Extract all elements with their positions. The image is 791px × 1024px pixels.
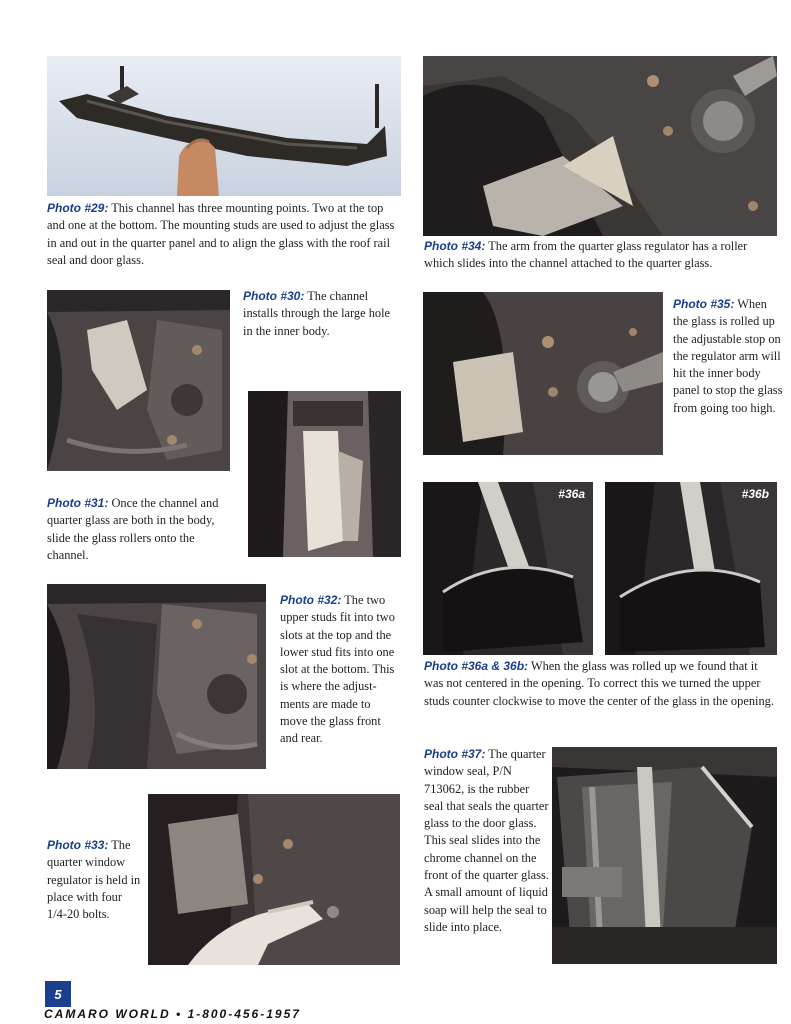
caption-label: Photo #31: bbox=[47, 496, 109, 510]
page-number: 5 bbox=[45, 981, 71, 1007]
footer-text: CAMARO WORLD • 1-800-456-1957 bbox=[44, 1007, 301, 1021]
caption-text: The arm from the quarter glass regulator has a roller which slides into the channel attached to the quarter glass. bbox=[424, 239, 748, 271]
caption-label: Photo #37: bbox=[424, 747, 486, 761]
photo-34 bbox=[423, 56, 777, 236]
photo-35 bbox=[423, 292, 663, 455]
caption-photo-33 bbox=[47, 837, 142, 923]
photo-tag-36b: #36b bbox=[741, 487, 769, 501]
caption-text: The two upper studs fit into two slots at the top and the lower stud fits into one slot at the bottom. This is where the adjust-ments are made to move the glass front and rear. bbox=[280, 593, 395, 746]
part-number: P/N 713062 bbox=[424, 764, 512, 796]
caption-text: The channel installs through the large hole in the inner body. bbox=[243, 289, 391, 338]
photo-37 bbox=[552, 747, 777, 964]
caption-photo-35 bbox=[673, 296, 783, 417]
photo-33 bbox=[148, 794, 400, 965]
caption-photo-32 bbox=[280, 592, 400, 748]
photo-36b bbox=[605, 482, 777, 655]
caption-label: Photo #36a & 36b: bbox=[424, 659, 529, 673]
caption-label: Photo #35: bbox=[673, 297, 735, 311]
caption-text: When the glass is rolled up the adjustable stop on the regulator arm will hit the inner body panel to stop the glass from going too high. bbox=[673, 297, 783, 415]
caption-label: Photo #34: bbox=[424, 239, 486, 253]
caption-label: Photo #32: bbox=[280, 593, 342, 607]
caption-photo-30 bbox=[243, 288, 393, 340]
photo-31 bbox=[248, 391, 401, 557]
photo-32 bbox=[47, 584, 266, 769]
caption-text-before: The quarter window seal, bbox=[424, 747, 546, 779]
caption-label: Photo #29: bbox=[47, 201, 109, 215]
caption-text: This channel has three mounting points. Two at the top and one at the bottom. The mounting studs are used to adjust the glass in and out in the quarter panel and to align the glass with the roof rail seal and door glass. bbox=[47, 201, 395, 267]
caption-text: Once the channel and quarter glass are both in the body, slide the glass rollers onto the channel. bbox=[47, 496, 219, 562]
caption-text-after: , is the rubber seal that seals the quarter glass to the door glass. This seal slides into the chrome channel on the front of the quarter glass. A small amount of liquid soap will help the seal to slide into place. bbox=[424, 781, 549, 934]
caption-label: Photo #30: bbox=[243, 289, 305, 303]
caption-text: When the glass was rolled up we found that it was not centered in the opening. To correct this we turned the upper studs counter clockwise to move the center of the glass in the opening. bbox=[424, 659, 774, 708]
caption-photo-37 bbox=[424, 746, 549, 936]
caption-photo-36 bbox=[424, 658, 780, 710]
photo-36a bbox=[423, 482, 593, 655]
caption-photo-34 bbox=[424, 238, 780, 273]
caption-text: The quarter window regulator is held in place with four 1/4-20 bolts. bbox=[47, 838, 141, 922]
photo-30 bbox=[47, 290, 230, 471]
caption-photo-31 bbox=[47, 495, 232, 564]
caption-photo-29 bbox=[47, 200, 403, 269]
photo-tag-36a: #36a bbox=[558, 487, 585, 501]
photo-29 bbox=[47, 56, 401, 196]
caption-label: Photo #33: bbox=[47, 838, 109, 852]
